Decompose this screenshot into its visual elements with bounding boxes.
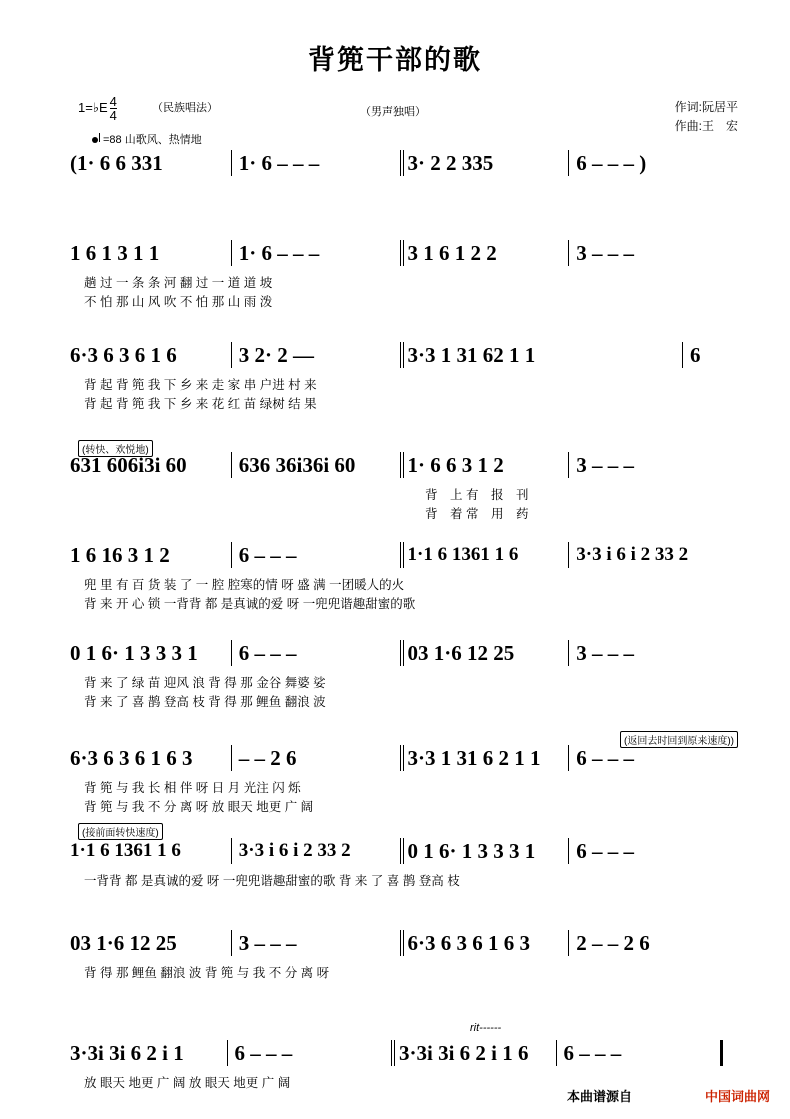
measure-notes: 3· 2 2 335 <box>407 151 494 175</box>
lyric-line-verse2: 背 着 常 用 药 <box>425 507 529 521</box>
measure-notes: 0 1 6· 1 3 3 3 1 <box>407 839 536 863</box>
system-7 <box>70 745 730 817</box>
system-intro <box>70 150 730 180</box>
key-time-signature <box>78 95 117 122</box>
measure-notes: 3 – – – <box>576 453 634 477</box>
measure-notes: 631 606i3i 60 <box>70 453 187 477</box>
lyric-line-verse2: 背 来 了 喜 鹊 登高 枝 背 得 那 鲤鱼 翻浪 波 <box>84 695 326 709</box>
measure-notes: 1·1 6 1361 1 6 <box>407 544 519 565</box>
measure-notes: 3·3i 3i 6 2 i 1 6 <box>399 1041 529 1065</box>
key-label: 1= <box>78 99 93 115</box>
cue-before-fast-tempo: (接前面转快速度) <box>78 823 163 840</box>
rit-marking: rit------ <box>470 1022 502 1034</box>
cue-fast-joyful: (转快、欢悦地) <box>78 440 153 457</box>
system-5 <box>70 542 730 614</box>
measure-notes: 3·3i 3i 6 2 i 1 <box>70 1041 184 1065</box>
lyric-line-verse1: 背 上 有 报 刊 <box>425 488 529 502</box>
measure-notes: 6 – – – <box>563 1041 622 1065</box>
measure-notes: 6 – – – <box>576 839 634 863</box>
lyric-line-verse2: 背 起 背 篼 我 下 乡 来 花 红 苗 绿树 结 果 <box>84 397 317 411</box>
lyric-line-verse1: 背 得 那 鲤鱼 翻浪 波 背 篼 与 我 不 分 离 呀 <box>84 966 330 980</box>
composer-credit: 作曲:王 宏 <box>674 119 738 133</box>
page-title: 背篼干部的歌 <box>308 45 482 75</box>
measure-notes: 3 1 6 1 2 2 <box>407 241 497 265</box>
key-letter: E <box>98 99 108 115</box>
system-3 <box>70 342 730 414</box>
measure-notes: 1· 6 – – – <box>238 241 320 265</box>
measure-notes: 3·3 1 31 62 1 1 <box>407 343 536 367</box>
tempo-text: =88 山歌风、热情地 <box>103 134 202 146</box>
measure-notes: 03 1·6 12 25 <box>407 641 515 665</box>
site-name[interactable]: 中国词曲网 <box>704 1089 770 1104</box>
time-denominator: 4 <box>109 108 117 123</box>
system-8 <box>70 838 730 891</box>
measure-notes: 6·3 6 3 6 1 6 3 <box>70 746 193 770</box>
lyric-line-verse1: 背 篼 与 我 长 相 伴 呀 日 月 光注 闪 烁 <box>84 781 301 795</box>
measure-notes: 3 – – – <box>576 241 634 265</box>
lyric-line-verse1: 放 眼天 地更 广 阔 放 眼天 地更 广 阔 <box>84 1076 291 1090</box>
lyric-line-verse2: 背 篼 与 我 不 分 离 呀 放 眼天 地更 广 阔 <box>84 800 314 814</box>
lyric-line-verse1: 背 来 了 绿 苗 迎风 浪 背 得 那 金谷 舞婆 娑 <box>84 676 326 690</box>
measure-notes: 3·3 i 6 i 2 33 2 <box>576 544 689 565</box>
tempo-marking <box>92 131 202 147</box>
measure-notes: 0 1 6· 1 3 3 3 1 <box>70 641 198 665</box>
system-6 <box>70 640 730 712</box>
measure-notes: 1 6 16 3 1 2 <box>70 543 170 567</box>
measure-notes: 3·3 1 31 6 2 1 1 <box>407 746 541 770</box>
measure-notes: 1· 6 – – – <box>238 151 320 175</box>
measure-notes: 2 – – 2 6 <box>576 931 650 955</box>
lyric-line-verse1: 趟 过 一 条 条 河 翻 过 一 道 道 坡 <box>84 276 273 290</box>
measure-notes: 6 – – – ) <box>576 151 647 175</box>
measure-notes: 6·3 6 3 6 1 6 <box>70 343 177 367</box>
lyric-line-verse2: 不 怕 那 山 风 吹 不 怕 那 山 雨 泼 <box>84 295 273 309</box>
cue-return-original-tempo: (返回去时回到原来速度)) <box>620 731 738 748</box>
measure-notes: 6 – – – <box>238 543 297 567</box>
lyric-line-verse1: 背 起 背 篼 我 下 乡 来 走 家 串 户进 村 来 <box>84 378 317 392</box>
measure-notes: 1·1 6 1361 1 6 <box>70 840 181 861</box>
lyric-line-verse1: 兜 里 有 百 货 装 了 一 腔 腔寒的情 呀 盛 满 一团暖人的火 <box>84 578 405 592</box>
measure-notes: 3 – – – <box>576 641 634 665</box>
measure-notes: 1· 6 6 3 1 2 <box>407 453 504 477</box>
measure-notes: 1 6 1 3 1 1 <box>70 241 160 265</box>
voice-note: （男声独唱） <box>360 106 426 118</box>
source-label: 本曲谱源自 <box>566 1089 632 1104</box>
time-numerator: 4 <box>109 94 117 109</box>
measure-notes: 3·3 i 6 i 2 33 2 <box>238 840 351 861</box>
measure-notes: 3 – – – <box>238 931 297 955</box>
measure-notes: – – 2 6 <box>238 746 297 770</box>
style-note: （民族唱法） <box>152 102 218 114</box>
key-accidental: ♭ <box>92 99 99 115</box>
measure-notes: 6 – – – <box>576 746 634 770</box>
measure-notes: 6 – – – <box>238 641 297 665</box>
measure-notes: 636 36i36i 60 <box>238 453 356 477</box>
measure-notes: 6 – – – <box>234 1041 293 1065</box>
system-4 <box>70 452 730 524</box>
system-2 <box>70 240 730 312</box>
measure-notes: (1· 6 6 331 <box>70 151 163 175</box>
lyricist-credit: 作词:阮居平 <box>674 100 738 114</box>
system-9 <box>70 930 730 983</box>
measure-notes: 3 2· 2 — <box>238 343 315 367</box>
measure-notes: 6·3 6 3 6 1 6 3 <box>407 931 531 955</box>
lyric-line-verse1: 一背背 都 是真诚的爱 呀 一兜兜谐趣甜蜜的歌 背 来 了 喜 鹊 登高 枝 <box>84 874 460 888</box>
measure-notes: 6 <box>690 343 701 367</box>
measure-notes: 03 1·6 12 25 <box>70 931 177 955</box>
lyric-line-verse2: 背 来 开 心 锁 一背背 都 是真诚的爱 呀 一兜兜谐趣甜蜜的歌 <box>84 597 416 611</box>
